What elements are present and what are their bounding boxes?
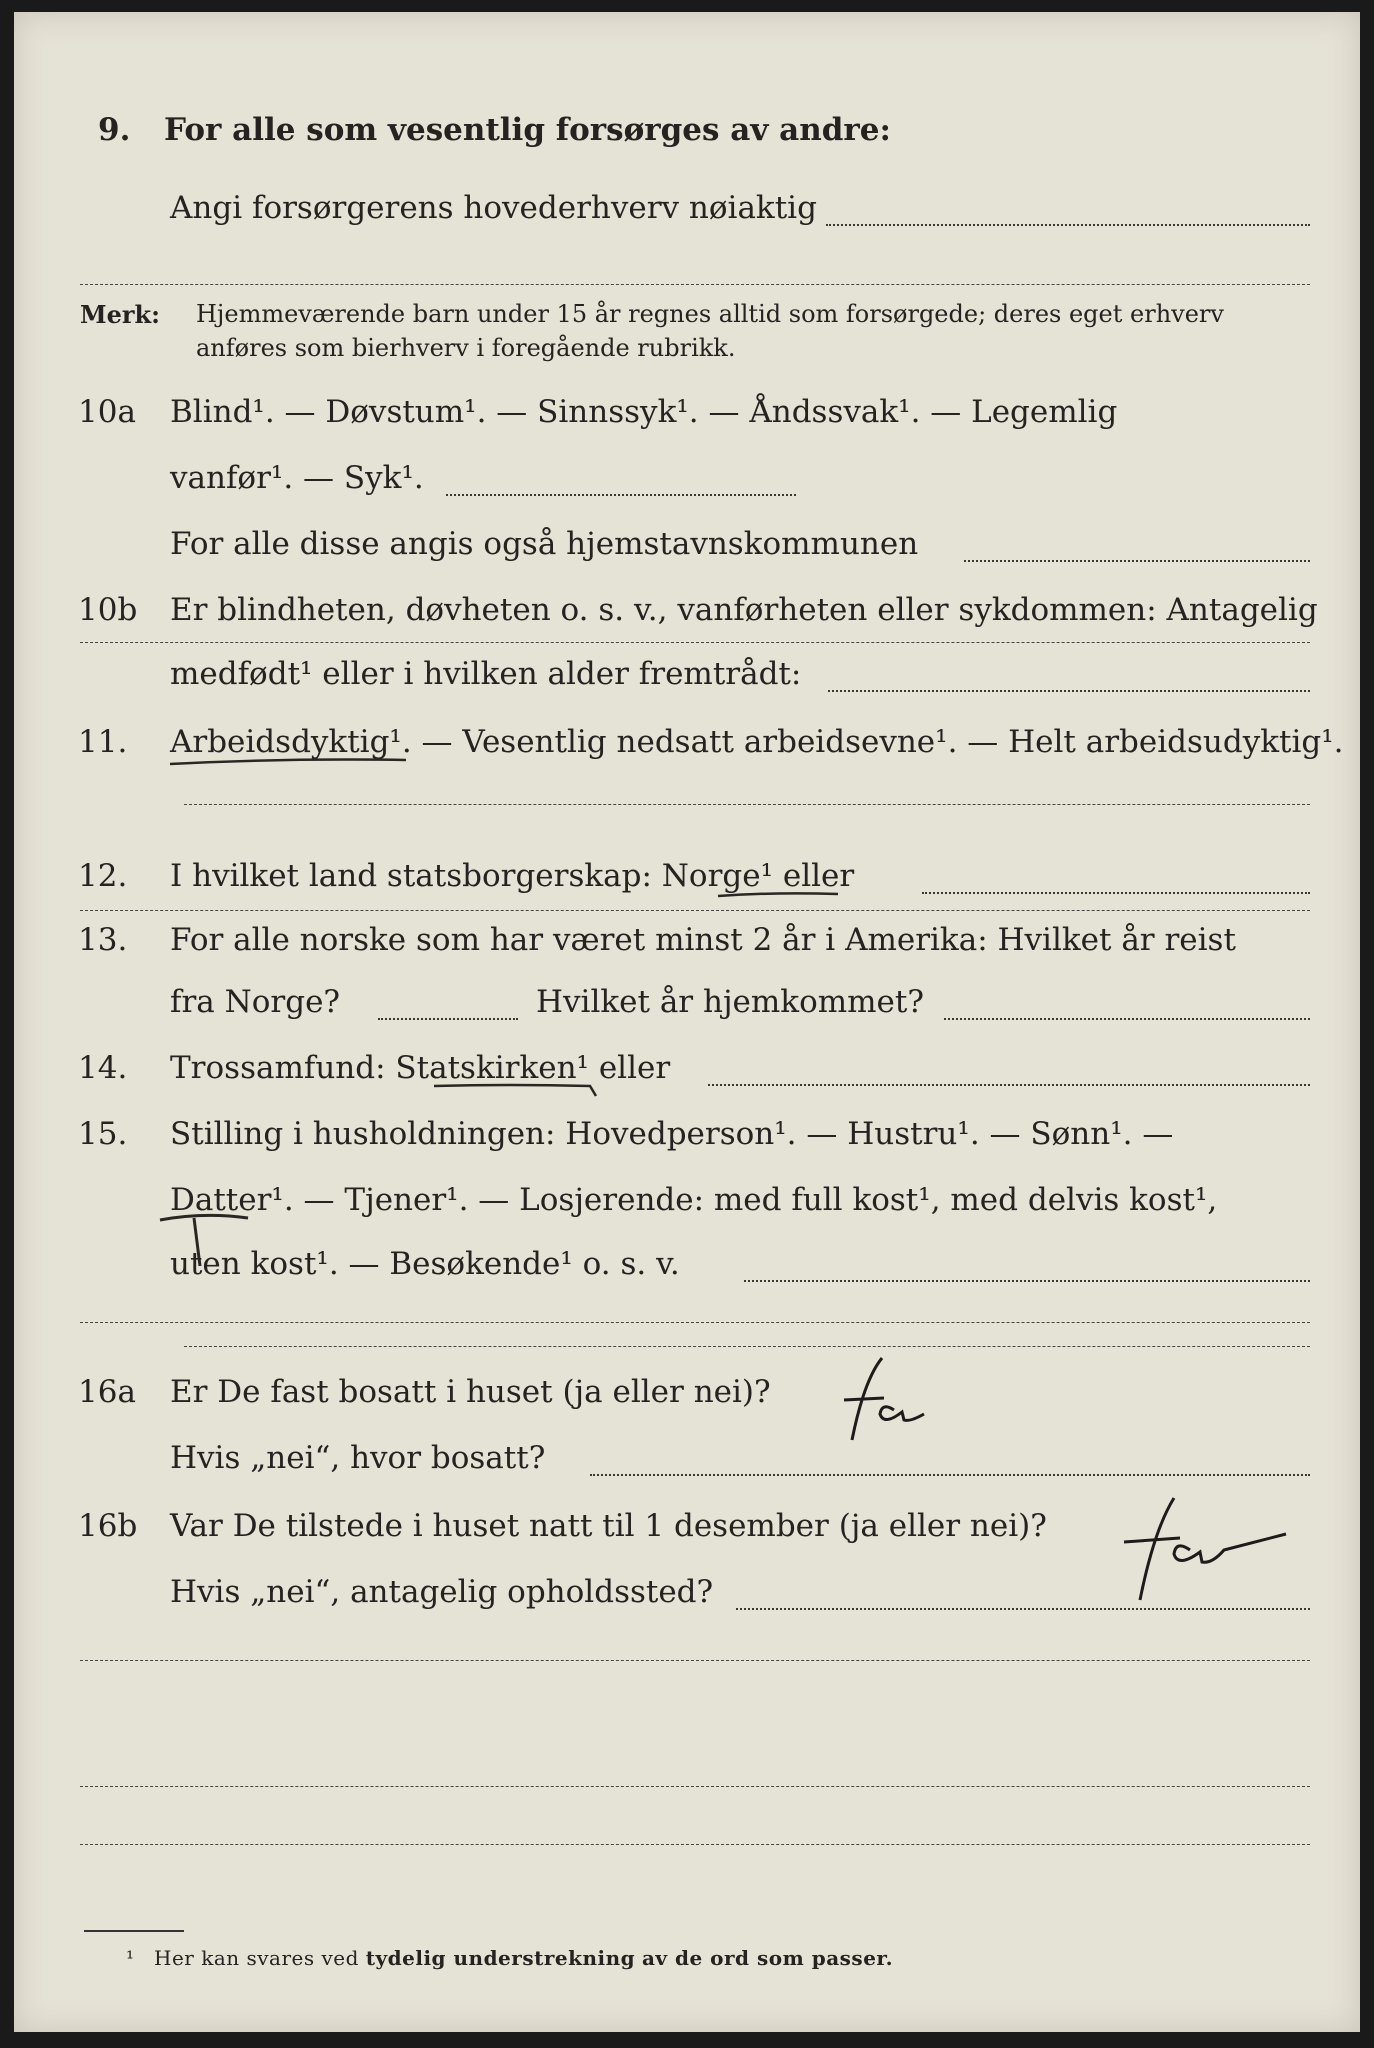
q16b-number: 16b — [78, 1508, 138, 1544]
q13-line-1: For alle norske som har været minst 2 år i Amerika: Hvilket år reist — [170, 922, 1236, 958]
q14-line-1: Trossamfund: Statskirken¹ eller — [170, 1050, 671, 1086]
q14-number: 14. — [78, 1050, 128, 1086]
q11-underline-mark — [166, 752, 416, 772]
q10a-syk-field[interactable] — [446, 494, 796, 496]
q11-line-1: Arbeidsdyktig¹. — Vesentlig nedsatt arbeidsevne¹. — Helt arbeidsudyktig¹. — [170, 724, 1344, 760]
q9-title: For alle som vesentlig forsørges av andre: — [164, 112, 891, 148]
q14-underline-mark — [430, 1078, 600, 1102]
q16a-line-2: Hvis „nei“, hvor bosatt? — [170, 1440, 546, 1476]
extra-rule-3[interactable] — [80, 1844, 1310, 1845]
q16b-line-2: Hvis „nei“, antagelig opholdssted? — [170, 1574, 714, 1610]
q16b-opholdssted-field[interactable] — [736, 1608, 1310, 1610]
q10b-alder-field[interactable] — [828, 690, 1310, 692]
q13-reist-field[interactable] — [378, 1018, 518, 1020]
q9-number: 9. — [98, 112, 131, 148]
q15-stilling-field[interactable] — [744, 1280, 1310, 1282]
footnote-pre: Her kan svares ved — [154, 1946, 359, 1970]
q10b-line-2: medfødt¹ eller i hvilken alder fremtrådt: — [170, 656, 802, 692]
footnote-bold: tydelig understrekning — [365, 1946, 636, 1970]
q10a-line-2: vanfør¹. — Syk¹. — [170, 460, 424, 496]
q15-line-1: Stilling i husholdningen: Hovedperson¹. — Hustru¹. — Sønn¹. — — [170, 1116, 1174, 1152]
q15-rule-2[interactable] — [184, 1346, 1310, 1347]
q13-number: 13. — [78, 922, 128, 958]
q9-line: Angi forsørgerens hovederhverv nøiaktig — [170, 190, 817, 226]
q12-line-1: I hvilket land statsborgerskap: Norge¹ eller — [170, 858, 855, 894]
q9-answer-rule[interactable] — [80, 284, 1310, 285]
q12-country-field[interactable] — [922, 892, 1310, 894]
q10a-number: 10a — [78, 394, 136, 430]
census-form-page — [14, 12, 1360, 2032]
q11-number: 11. — [78, 724, 128, 760]
footnote-divider — [84, 1930, 184, 1932]
q16a-number: 16a — [78, 1374, 136, 1410]
q15-line-2: Datter¹. — Tjener¹. — Losjerende: med full kost¹, med delvis kost¹, — [170, 1182, 1218, 1218]
q13-line-2b: Hvilket år hjemkommet? — [536, 984, 924, 1020]
q16a-answer-text: ja — [974, 1350, 975, 1351]
footnote-text — [154, 1946, 893, 1970]
q13-hjemkommet-field[interactable] — [944, 1018, 1310, 1020]
q16b-answer-handwriting — [1104, 1490, 1305, 1610]
merk-label: Merk: — [80, 300, 160, 329]
extra-rule-1[interactable] — [80, 1660, 1310, 1661]
q16b-answer-text: ja — [1304, 1490, 1305, 1491]
footnote-post: av de ord som passer. — [641, 1946, 894, 1970]
q16b-line-1: Var De tilstede i huset natt til 1 desember (ja eller nei)? — [170, 1508, 1047, 1544]
q10b-line-1: Er blindheten, døvheten o. s. v., vanførheten eller sykdommen: Antagelig — [170, 592, 1318, 628]
q12-number: 12. — [78, 858, 128, 894]
q10b-rule[interactable] — [80, 642, 1310, 643]
footnote-mark: ¹ — [126, 1946, 135, 1970]
merk-line-1: Hjemmeværende barn under 15 år regnes alltid som forsørgede; deres eget erhverv — [196, 300, 1224, 328]
q11-rule[interactable] — [184, 804, 1310, 805]
q10a-hjemstavn-field[interactable] — [964, 560, 1310, 562]
extra-rule-2[interactable] — [80, 1786, 1310, 1787]
q10a-line-3: For alle disse angis også hjemstavnskommunen — [170, 526, 919, 562]
q12-rule[interactable] — [80, 910, 1310, 911]
q9-answer-field[interactable] — [826, 224, 1310, 226]
q14-trossamfund-field[interactable] — [708, 1084, 1310, 1086]
q10a-line-1: Blind¹. — Døvstum¹. — Sinnssyk¹. — Åndssvak¹. — Legemlig — [170, 394, 1118, 430]
q16a-answer-handwriting — [824, 1350, 975, 1450]
q13-line-2a: fra Norge? — [170, 984, 341, 1020]
q10b-number: 10b — [78, 592, 138, 628]
merk-line-2: anføres som bierhverv i foregående rubrikk. — [196, 334, 736, 362]
q15-line-3: uten kost¹. — Besøkende¹ o. s. v. — [170, 1246, 680, 1282]
q15-number: 15. — [78, 1116, 128, 1152]
q15-rule-1[interactable] — [80, 1322, 1310, 1323]
q12-underline-mark — [714, 886, 844, 906]
q16a-line-1: Er De fast bosatt i huset (ja eller nei)? — [170, 1374, 771, 1410]
q16a-bosatt-field[interactable] — [590, 1474, 1310, 1476]
